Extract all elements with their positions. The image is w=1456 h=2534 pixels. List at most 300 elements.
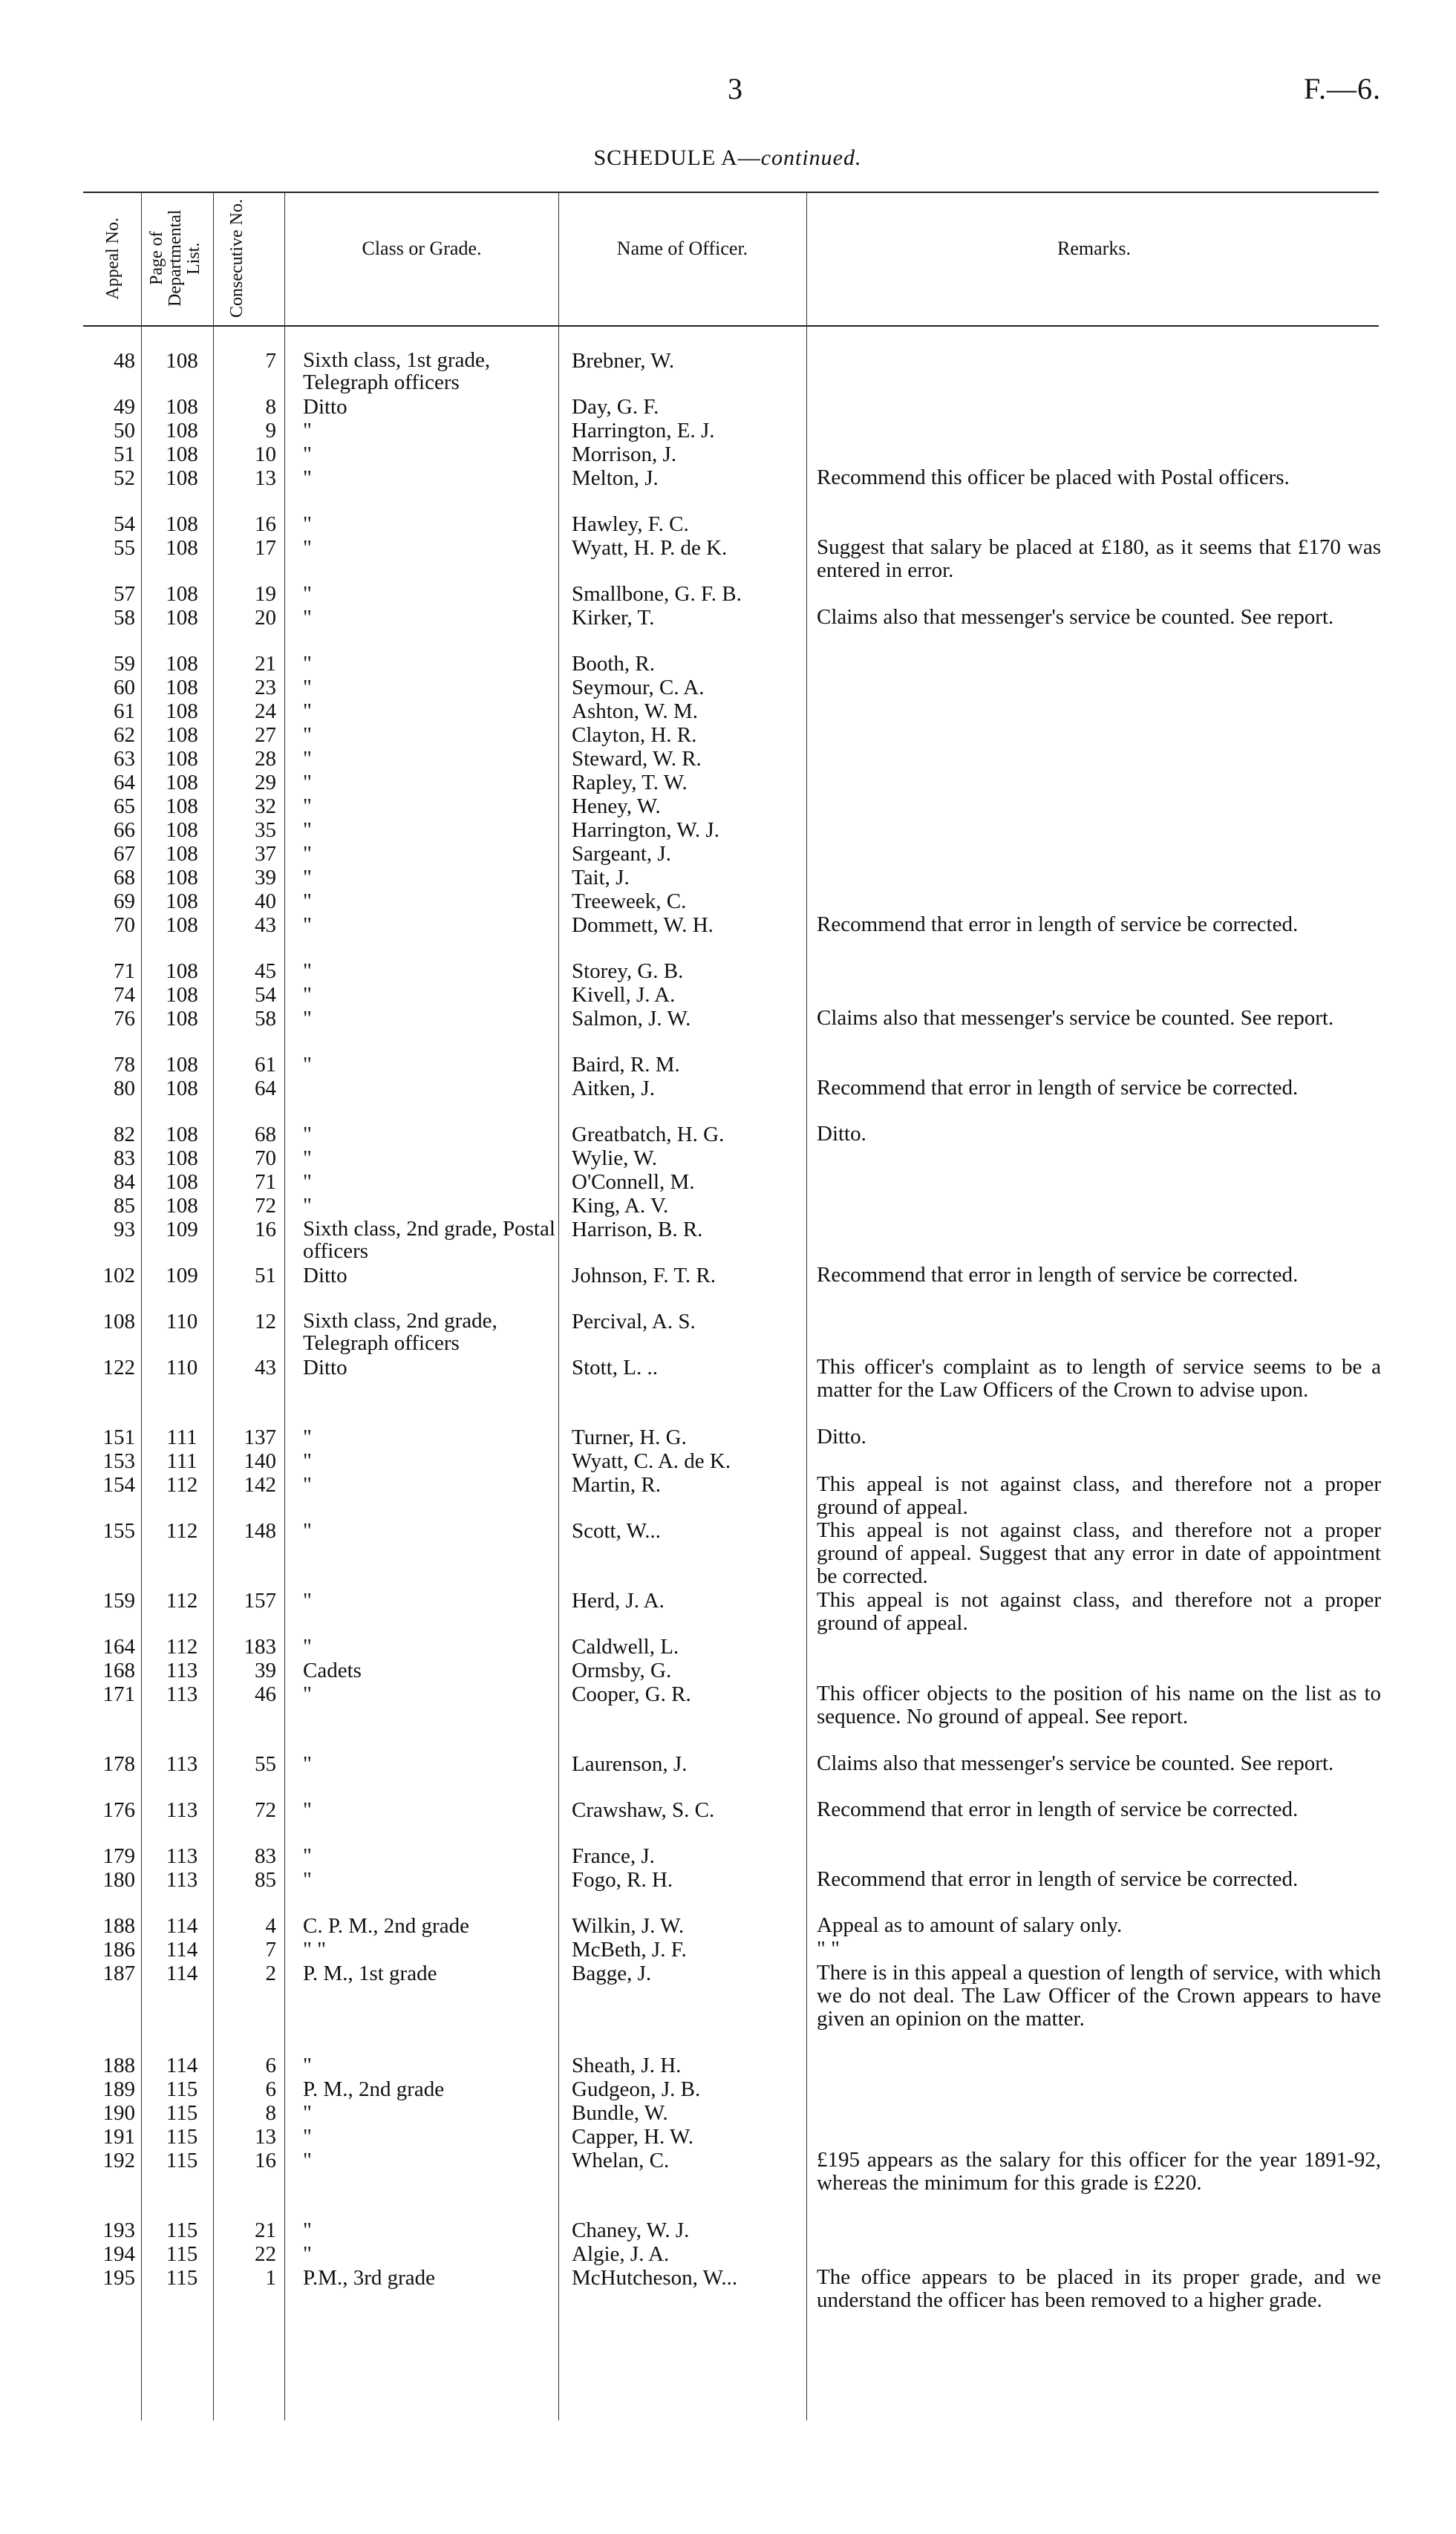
- consecutive-no-cell: 40: [255, 889, 276, 913]
- page-of-list-cell: 108: [166, 1123, 198, 1146]
- remarks-cell: Recommend that error in length of service be corrected.: [817, 1076, 1299, 1100]
- officer-name-cell: Sheath, J. H.: [572, 2054, 682, 2077]
- class-grade-cell: ": [303, 1426, 312, 1449]
- appeal-no-cell: 154: [102, 1473, 135, 1497]
- page-of-list-cell: 108: [166, 699, 198, 723]
- table-row: [0, 794, 1456, 818]
- class-grade-cell: " ": [303, 1938, 326, 1962]
- remarks-cell: Claims also that messenger's service be counted. See report.: [817, 1006, 1334, 1030]
- appeal-no-cell: 60: [114, 676, 135, 699]
- table-row: [0, 1449, 1456, 1473]
- appeal-no-cell: 66: [114, 818, 135, 842]
- consecutive-no-cell: 72: [255, 1798, 276, 1822]
- page-of-list-cell: 108: [166, 723, 198, 747]
- class-grade-cell: ": [303, 606, 312, 630]
- consecutive-no-cell: 61: [255, 1053, 276, 1077]
- remarks-cell: " ": [817, 1937, 840, 1961]
- consecutive-no-cell: 72: [255, 1194, 276, 1218]
- officer-name-cell: Capper, H. W.: [572, 2125, 693, 2149]
- consecutive-no-cell: 16: [255, 1218, 276, 1241]
- page-of-list-cell: 112: [166, 1635, 198, 1659]
- class-grade-cell: ": [303, 2242, 312, 2266]
- remarks-cell: This appeal is not against class, and therefore not a proper ground of appeal. Suggest that any error in date of appointment be corrected.: [817, 1518, 1381, 1588]
- page-of-list-cell: 108: [166, 1194, 198, 1218]
- table-row: [0, 1752, 1456, 1798]
- table-row: [0, 1682, 1456, 1752]
- officer-name-cell: Herd, J. A.: [572, 1589, 665, 1613]
- class-grade-cell: ": [303, 866, 312, 889]
- consecutive-no-cell: 6: [265, 2054, 276, 2077]
- class-grade-cell: ": [303, 771, 312, 794]
- consecutive-no-cell: 137: [244, 1426, 276, 1449]
- officer-name-cell: Turner, H. G.: [572, 1426, 687, 1449]
- officer-name-cell: McHutcheson, W...: [572, 2266, 738, 2290]
- class-grade-cell: ": [303, 1798, 312, 1822]
- header-consecutive-no-label: Consecutive No.: [227, 199, 247, 318]
- class-grade-cell: ": [303, 794, 312, 818]
- remarks-cell: Ditto.: [817, 1122, 866, 1146]
- consecutive-no-cell: 6: [265, 2077, 276, 2101]
- class-grade-cell: ": [303, 2054, 312, 2077]
- class-grade-cell: Ditto: [303, 395, 347, 419]
- table-row: [0, 349, 1456, 395]
- page-of-list-cell: 108: [166, 349, 198, 373]
- appeal-no-cell: 71: [114, 959, 135, 983]
- table-row: [0, 1170, 1456, 1194]
- page-of-list-cell: 110: [166, 1310, 198, 1333]
- officer-name-cell: O'Connell, M.: [572, 1170, 695, 1194]
- consecutive-no-cell: 2: [265, 1962, 276, 1985]
- officer-name-cell: Harrington, E. J.: [572, 419, 715, 443]
- appeal-no-cell: 102: [102, 1264, 135, 1287]
- officer-name-cell: Dommett, W. H.: [572, 913, 714, 937]
- consecutive-no-cell: 46: [255, 1682, 276, 1706]
- officer-name-cell: Smallbone, G. F. B.: [572, 582, 742, 606]
- class-grade-cell: ": [303, 1682, 312, 1706]
- table-row: [0, 2149, 1456, 2218]
- appeal-no-cell: 52: [114, 466, 135, 490]
- table-row: [0, 1426, 1456, 1449]
- appeal-no-cell: 85: [114, 1194, 135, 1218]
- consecutive-no-cell: 7: [265, 1938, 276, 1962]
- page-of-list-cell: 109: [166, 1264, 198, 1287]
- table-row: [0, 1844, 1456, 1868]
- officer-name-cell: Greatbatch, H. G.: [572, 1123, 725, 1146]
- remarks-cell: Appeal as to amount of salary only.: [817, 1913, 1123, 1937]
- consecutive-no-cell: 142: [244, 1473, 276, 1497]
- consecutive-no-cell: 70: [255, 1146, 276, 1170]
- appeal-no-cell: 48: [114, 349, 135, 373]
- table-row: [0, 771, 1456, 794]
- page-of-list-cell: 108: [166, 1170, 198, 1194]
- table-row: [0, 1264, 1456, 1310]
- officer-name-cell: Scott, W...: [572, 1519, 662, 1543]
- appeal-no-cell: 188: [102, 1914, 135, 1938]
- officer-name-cell: Sargeant, J.: [572, 842, 671, 866]
- remarks-cell: Suggest that salary be placed at £180, as it seems that £170 was entered in error.: [817, 535, 1381, 582]
- table-row: [0, 818, 1456, 842]
- officer-name-cell: Wyatt, C. A. de K.: [572, 1449, 731, 1473]
- page-of-list-cell: 108: [166, 676, 198, 699]
- appeal-no-cell: 191: [102, 2125, 135, 2149]
- table-row: [0, 466, 1456, 512]
- page-of-list-cell: 108: [166, 771, 198, 794]
- appeal-no-cell: 176: [102, 1798, 135, 1822]
- appeal-no-cell: 64: [114, 771, 135, 794]
- remarks-cell: Claims also that messenger's service be counted. See report.: [817, 605, 1334, 629]
- table-row: [0, 747, 1456, 771]
- consecutive-no-cell: 22: [255, 2242, 276, 2266]
- officer-name-cell: Johnson, F. T. R.: [572, 1264, 716, 1287]
- table-row: [0, 1053, 1456, 1077]
- page-of-list-cell: 108: [166, 443, 198, 466]
- class-grade-cell: Sixth class, 2nd grade, Telegraph officers: [303, 1309, 497, 1355]
- class-grade-cell: Ditto: [303, 1264, 347, 1287]
- appeal-no-cell: 51: [114, 443, 135, 466]
- appeal-no-cell: 50: [114, 419, 135, 443]
- page-of-list-cell: 108: [166, 866, 198, 889]
- class-grade-cell: ": [303, 1053, 312, 1077]
- page-of-list-cell: 113: [166, 1659, 198, 1682]
- officer-name-cell: Stott, L. ..: [572, 1356, 659, 1379]
- remarks-cell: Recommend that error in length of service be corrected.: [817, 1797, 1299, 1821]
- consecutive-no-cell: 13: [255, 466, 276, 490]
- class-grade-cell: ": [303, 1519, 312, 1543]
- appeal-no-cell: 58: [114, 606, 135, 630]
- appeal-no-cell: 194: [102, 2242, 135, 2266]
- table-row: [0, 1007, 1456, 1053]
- officer-name-cell: Harrison, B. R.: [572, 1218, 703, 1241]
- consecutive-no-cell: 148: [244, 1519, 276, 1543]
- appeal-no-cell: 168: [102, 1659, 135, 1682]
- page-of-list-cell: 113: [166, 1868, 198, 1892]
- appeal-no-cell: 188: [102, 2054, 135, 2077]
- page-of-list-cell: 108: [166, 1077, 198, 1100]
- appeal-no-cell: 155: [102, 1519, 135, 1543]
- page-of-list-cell: 108: [166, 582, 198, 606]
- table-row: [0, 866, 1456, 889]
- table-row: [0, 395, 1456, 419]
- consecutive-no-cell: 20: [255, 606, 276, 630]
- page-of-list-cell: 115: [166, 2077, 198, 2101]
- page-of-list-cell: 108: [166, 747, 198, 771]
- appeal-no-cell: 84: [114, 1170, 135, 1194]
- class-grade-cell: ": [303, 1752, 312, 1776]
- table-row: [0, 2054, 1456, 2077]
- schedule-title: [520, 146, 936, 171]
- appeal-no-cell: 70: [114, 913, 135, 937]
- officer-name-cell: Heney, W.: [572, 794, 661, 818]
- consecutive-no-cell: 29: [255, 771, 276, 794]
- header-page-of-list-label: Page of Departmental List.: [147, 209, 203, 307]
- table-row: [0, 2242, 1456, 2266]
- page-of-list-cell: 115: [166, 2101, 198, 2125]
- class-grade-cell: P. M., 1st grade: [303, 1962, 437, 1985]
- consecutive-no-cell: 64: [255, 1077, 276, 1100]
- officer-name-cell: Clayton, H. R.: [572, 723, 697, 747]
- officer-name-cell: Percival, A. S.: [572, 1310, 696, 1333]
- class-grade-cell: ": [303, 466, 312, 490]
- page-of-list-cell: 112: [166, 1473, 198, 1497]
- class-grade-cell: C. P. M., 2nd grade: [303, 1914, 469, 1938]
- page-of-list-cell: 109: [166, 1218, 198, 1241]
- class-grade-cell: Sixth class, 1st grade, Telegraph officers: [303, 348, 491, 394]
- page-of-list-cell: 114: [166, 1914, 198, 1938]
- table-row: [0, 2125, 1456, 2149]
- class-grade-cell: ": [303, 959, 312, 983]
- page-of-list-cell: 108: [166, 652, 198, 676]
- appeal-no-cell: 186: [102, 1938, 135, 1962]
- officer-name-cell: Aitken, J.: [572, 1077, 655, 1100]
- consecutive-no-cell: 39: [255, 866, 276, 889]
- officer-name-cell: Kirker, T.: [572, 606, 655, 630]
- page-of-list-cell: 108: [166, 842, 198, 866]
- table-header-rule: [83, 325, 1379, 327]
- page-of-list-cell: 108: [166, 1007, 198, 1031]
- appeal-no-cell: 179: [102, 1844, 135, 1868]
- header-consecutive-no: [216, 199, 281, 318]
- appeal-no-cell: 164: [102, 1635, 135, 1659]
- officer-name-cell: Wilkin, J. W.: [572, 1914, 685, 1938]
- officer-name-cell: Martin, R.: [572, 1473, 662, 1497]
- consecutive-no-cell: 23: [255, 676, 276, 699]
- page-of-list-cell: 113: [166, 1798, 198, 1822]
- officer-name-cell: France, J.: [572, 1844, 655, 1868]
- appeal-no-cell: 62: [114, 723, 135, 747]
- class-grade-cell: ": [303, 1123, 312, 1146]
- page-of-list-cell: 108: [166, 606, 198, 630]
- table-row: [0, 582, 1456, 606]
- page-of-list-cell: 113: [166, 1844, 198, 1868]
- class-grade-cell: ": [303, 699, 312, 723]
- consecutive-no-cell: 140: [244, 1449, 276, 1473]
- appeal-no-cell: 189: [102, 2077, 135, 2101]
- page-of-list-cell: 108: [166, 913, 198, 937]
- appeal-no-cell: 78: [114, 1053, 135, 1077]
- class-grade-cell: ": [303, 512, 312, 536]
- page-of-list-cell: 111: [166, 1449, 197, 1473]
- table-row: [0, 443, 1456, 466]
- page-of-list-cell: 115: [166, 2242, 198, 2266]
- consecutive-no-cell: 83: [255, 1844, 276, 1868]
- consecutive-no-cell: 27: [255, 723, 276, 747]
- page-of-list-cell: 108: [166, 889, 198, 913]
- page-of-list-cell: 112: [166, 1519, 198, 1543]
- officer-name-cell: Crawshaw, S. C.: [572, 1798, 715, 1822]
- consecutive-no-cell: 8: [265, 395, 276, 419]
- consecutive-no-cell: 85: [255, 1868, 276, 1892]
- page-of-list-cell: 108: [166, 794, 198, 818]
- class-grade-cell: Ditto: [303, 1356, 347, 1379]
- consecutive-no-cell: 10: [255, 443, 276, 466]
- table-top-rule: [83, 192, 1379, 193]
- officer-name-cell: Salmon, J. W.: [572, 1007, 691, 1031]
- table-row: [0, 1519, 1456, 1589]
- table-row: [0, 723, 1456, 747]
- officer-name-cell: Wylie, W.: [572, 1146, 658, 1170]
- appeal-no-cell: 49: [114, 395, 135, 419]
- class-grade-cell: ": [303, 1473, 312, 1497]
- appeal-no-cell: 59: [114, 652, 135, 676]
- page-of-list-cell: 112: [166, 1589, 198, 1613]
- officer-name-cell: Ormsby, G.: [572, 1659, 672, 1682]
- table-row: [0, 2101, 1456, 2125]
- consecutive-no-cell: 58: [255, 1007, 276, 1031]
- table-row: [0, 1123, 1456, 1146]
- appeal-no-cell: 63: [114, 747, 135, 771]
- page-of-list-cell: 114: [166, 2054, 198, 2077]
- page-of-list-cell: 108: [166, 818, 198, 842]
- class-grade-cell: ": [303, 676, 312, 699]
- officer-name-cell: Morrison, J.: [572, 443, 676, 466]
- consecutive-no-cell: 54: [255, 983, 276, 1007]
- consecutive-no-cell: 21: [255, 652, 276, 676]
- appeal-no-cell: 76: [114, 1007, 135, 1031]
- table-row: [0, 512, 1456, 536]
- appeal-no-cell: 193: [102, 2218, 135, 2242]
- page-of-list-cell: 114: [166, 1938, 198, 1962]
- consecutive-no-cell: 7: [265, 349, 276, 373]
- table-row: [0, 842, 1456, 866]
- consecutive-no-cell: 12: [255, 1310, 276, 1333]
- consecutive-no-cell: 43: [255, 913, 276, 937]
- appeal-no-cell: 153: [102, 1449, 135, 1473]
- officer-name-cell: Algie, J. A.: [572, 2242, 670, 2266]
- table-row: [0, 1589, 1456, 1635]
- table-row: [0, 889, 1456, 913]
- consecutive-no-cell: 21: [255, 2218, 276, 2242]
- class-grade-cell: ": [303, 1170, 312, 1194]
- table-row: [0, 1659, 1456, 1682]
- table-row: [0, 959, 1456, 983]
- table-row: [0, 536, 1456, 582]
- consecutive-no-cell: 16: [255, 512, 276, 536]
- officer-name-cell: Wyatt, H. P. de K.: [572, 536, 728, 560]
- appeal-no-cell: 171: [102, 1682, 135, 1706]
- page-of-list-cell: 108: [166, 395, 198, 419]
- consecutive-no-cell: 17: [255, 536, 276, 560]
- table-row: [0, 652, 1456, 676]
- appeal-no-cell: 122: [102, 1356, 135, 1379]
- page-of-list-cell: 108: [166, 466, 198, 490]
- header-page-of-list: [144, 199, 211, 318]
- remarks-cell: Recommend this officer be placed with Postal officers.: [817, 466, 1290, 489]
- remarks-cell: The office appears to be placed in its proper grade, and we understand the officer has been removed to a higher grade.: [817, 2265, 1381, 2312]
- schedule-rows: [0, 349, 1456, 2336]
- page-of-list-cell: 108: [166, 1146, 198, 1170]
- page-of-list-cell: 115: [166, 2149, 198, 2172]
- table-row: [0, 1938, 1456, 1962]
- class-grade-cell: P.M., 3rd grade: [303, 2266, 436, 2290]
- consecutive-no-cell: 9: [265, 419, 276, 443]
- appeal-no-cell: 68: [114, 866, 135, 889]
- class-grade-cell: ": [303, 889, 312, 913]
- class-grade-cell: ": [303, 1007, 312, 1031]
- schedule-title-continued: continued.: [760, 146, 862, 170]
- class-grade-cell: ": [303, 818, 312, 842]
- table-row: [0, 2266, 1456, 2336]
- page-of-list-cell: 108: [166, 959, 198, 983]
- table-row: [0, 1868, 1456, 1914]
- officer-name-cell: Melton, J.: [572, 466, 659, 490]
- officer-name-cell: Treeweek, C.: [572, 889, 687, 913]
- table-row: [0, 1146, 1456, 1170]
- consecutive-no-cell: 1: [265, 2266, 276, 2290]
- table-row: [0, 606, 1456, 652]
- page-of-list-cell: 113: [166, 1682, 198, 1706]
- appeal-no-cell: 187: [102, 1962, 135, 1985]
- consecutive-no-cell: 32: [255, 794, 276, 818]
- class-grade-cell: ": [303, 747, 312, 771]
- page-of-list-cell: 115: [166, 2266, 198, 2290]
- header-appeal-no-label: Appeal No.: [102, 217, 123, 300]
- officer-name-cell: McBeth, J. F.: [572, 1938, 687, 1962]
- header-class-grade: Class or Grade.: [362, 238, 482, 259]
- officer-name-cell: Brebner, W.: [572, 349, 675, 373]
- appeal-no-cell: 54: [114, 512, 135, 536]
- appeal-no-cell: 190: [102, 2101, 135, 2125]
- officer-name-cell: King, A. V.: [572, 1194, 669, 1218]
- class-grade-cell: Sixth class, 2nd grade, Postal officers: [303, 1217, 555, 1263]
- class-grade-cell: ": [303, 983, 312, 1007]
- officer-name-cell: Laurenson, J.: [572, 1752, 688, 1776]
- class-grade-cell: ": [303, 2125, 312, 2149]
- appeal-no-cell: 151: [102, 1426, 135, 1449]
- header-remarks: Remarks.: [1057, 238, 1131, 259]
- officer-name-cell: Booth, R.: [572, 652, 655, 676]
- remarks-cell: This appeal is not against class, and therefore not a proper ground of appeal.: [817, 1472, 1381, 1519]
- consecutive-no-cell: 55: [255, 1752, 276, 1776]
- document-reference: F.—6.: [1303, 72, 1381, 105]
- officer-name-cell: Caldwell, L.: [572, 1635, 679, 1659]
- consecutive-no-cell: 183: [244, 1635, 276, 1659]
- appeal-no-cell: 93: [114, 1218, 135, 1241]
- table-row: [0, 676, 1456, 699]
- table-row: [0, 1798, 1456, 1844]
- consecutive-no-cell: 37: [255, 842, 276, 866]
- table-row: [0, 1194, 1456, 1218]
- class-grade-cell: ": [303, 842, 312, 866]
- officer-name-cell: Ashton, W. M.: [572, 699, 699, 723]
- consecutive-no-cell: 35: [255, 818, 276, 842]
- appeal-no-cell: 82: [114, 1123, 135, 1146]
- officer-name-cell: Tait, J.: [572, 866, 630, 889]
- class-grade-cell: ": [303, 723, 312, 747]
- table-row: [0, 1356, 1456, 1426]
- consecutive-no-cell: 45: [255, 959, 276, 983]
- table-row: [0, 1218, 1456, 1264]
- consecutive-no-cell: 51: [255, 1264, 276, 1287]
- appeal-no-cell: 180: [102, 1868, 135, 1892]
- appeal-no-cell: 178: [102, 1752, 135, 1776]
- class-grade-cell: ": [303, 2218, 312, 2242]
- officer-name-cell: Hawley, F. C.: [572, 512, 689, 536]
- consecutive-no-cell: 43: [255, 1356, 276, 1379]
- class-grade-cell: ": [303, 1194, 312, 1218]
- officer-name-cell: Day, G. F.: [572, 395, 659, 419]
- class-grade-cell: ": [303, 419, 312, 443]
- consecutive-no-cell: 8: [265, 2101, 276, 2125]
- class-grade-cell: ": [303, 2149, 312, 2172]
- table-row: [0, 1473, 1456, 1519]
- officer-name-cell: Kivell, J. A.: [572, 983, 676, 1007]
- remarks-cell: Claims also that messenger's service be counted. See report.: [817, 1751, 1334, 1775]
- consecutive-no-cell: 28: [255, 747, 276, 771]
- appeal-no-cell: 192: [102, 2149, 135, 2172]
- remarks-cell: Ditto.: [817, 1425, 866, 1449]
- consecutive-no-cell: 39: [255, 1659, 276, 1682]
- officer-name-cell: Seymour, C. A.: [572, 676, 705, 699]
